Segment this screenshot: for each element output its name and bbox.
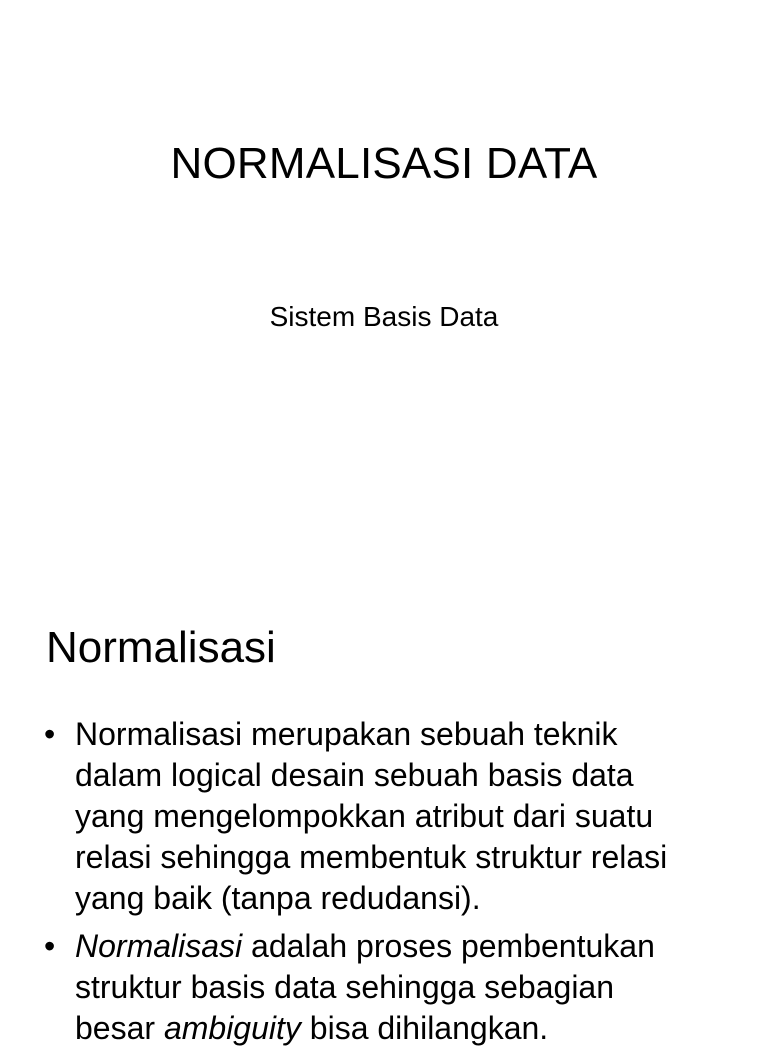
bullet-line: yang mengelompokkan atribut dari suatu xyxy=(75,798,654,834)
bullet-line: struktur basis data sehingga sebagian xyxy=(75,969,615,1005)
content-slide xyxy=(0,580,768,1046)
bullet-item xyxy=(0,926,768,1049)
bullet-line: relasi sehingga membentuk struktur relasi xyxy=(75,839,668,875)
emphasized-term: ambiguity xyxy=(163,1010,301,1046)
bullet-line: dalam logical desain sebuah basis data xyxy=(75,757,634,793)
bullet-text: besar xyxy=(75,1010,164,1046)
emphasized-term: Normalisasi xyxy=(75,928,243,964)
bullet-marker: • xyxy=(44,928,56,964)
bullet-text: bisa dihilangkan. xyxy=(300,1010,549,1046)
bullet-text: adalah proses pembentukan xyxy=(242,928,655,964)
slide-subtitle: Sistem Basis Data xyxy=(269,301,499,332)
bullet-line: yang baik (tanpa redudansi). xyxy=(75,880,481,916)
slide-title: NORMALISASI DATA xyxy=(170,139,598,188)
bullet-line: Normalisasi merupakan sebuah teknik xyxy=(75,716,618,752)
bullet-marker: • xyxy=(44,716,56,752)
section-heading: Normalisasi xyxy=(46,623,276,672)
bullet-list xyxy=(0,714,768,1056)
bullet-item xyxy=(0,714,768,919)
